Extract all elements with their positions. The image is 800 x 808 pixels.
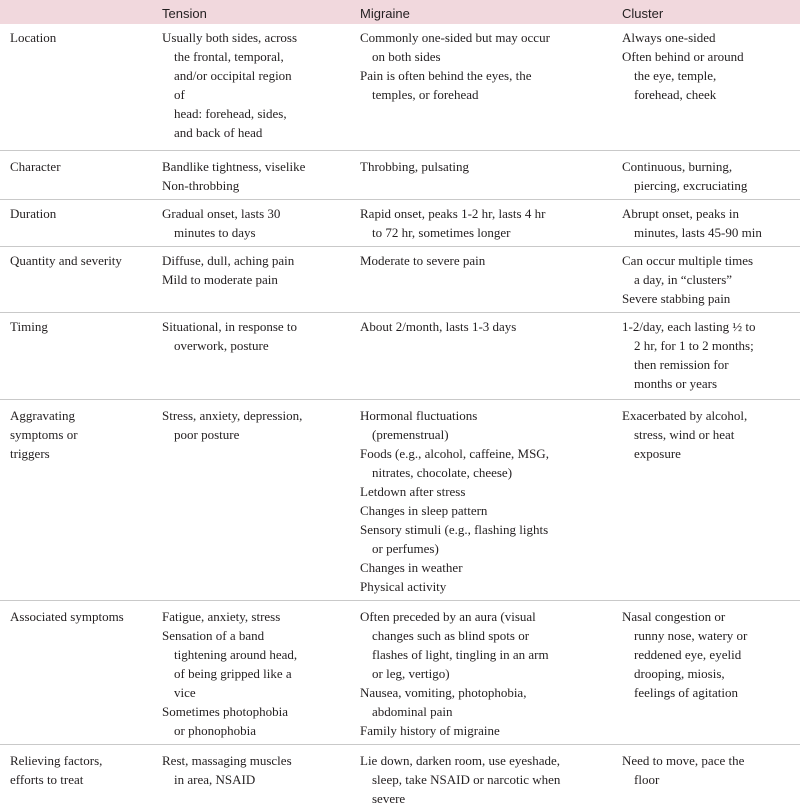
cluster-line: Continuous, burning, xyxy=(622,157,794,176)
tension-line: Gradual onset, lasts 30 xyxy=(162,204,354,223)
tension-line: Sometimes photophobia xyxy=(162,702,354,721)
table-row xyxy=(0,400,800,601)
migraine-line: Lie down, darken room, use eyeshade, xyxy=(360,751,616,770)
row-label-line: symptoms or xyxy=(10,425,156,444)
tension-cell xyxy=(162,151,360,200)
tension-cell xyxy=(162,247,360,313)
migraine-cell xyxy=(360,24,622,151)
cluster-line: forehead, cheek xyxy=(622,85,794,104)
cluster-line: feelings of agitation xyxy=(622,683,794,702)
tension-line: tightening around head, xyxy=(162,645,354,664)
cluster-line: stress, wind or heat xyxy=(622,425,794,444)
tension-line: overwork, posture xyxy=(162,336,354,355)
cluster-line: months or years xyxy=(622,374,794,393)
tension-line: Diffuse, dull, aching pain xyxy=(162,251,354,270)
migraine-line: severe xyxy=(360,789,616,808)
cluster-cell xyxy=(622,601,800,745)
cluster-line: a day, in “clusters” xyxy=(622,270,794,289)
row-label xyxy=(0,200,162,247)
migraine-line: nitrates, chocolate, cheese) xyxy=(360,463,616,482)
cluster-cell xyxy=(622,400,800,601)
tension-line: Fatigue, anxiety, stress xyxy=(162,607,354,626)
tension-cell xyxy=(162,745,360,808)
row-label-line: Duration xyxy=(10,204,156,223)
migraine-line: changes such as blind spots or xyxy=(360,626,616,645)
tension-line: Usually both sides, across xyxy=(162,28,354,47)
tension-line: in area, NSAID xyxy=(162,770,354,789)
migraine-cell xyxy=(360,313,622,400)
cluster-line: 2 hr, for 1 to 2 months; xyxy=(622,336,794,355)
migraine-line: to 72 hr, sometimes longer xyxy=(360,223,616,242)
migraine-line: (premenstrual) xyxy=(360,425,616,444)
cluster-line: Can occur multiple times xyxy=(622,251,794,270)
tension-line: and/or occipital region xyxy=(162,66,354,85)
tension-cell xyxy=(162,400,360,601)
migraine-line: Rapid onset, peaks 1-2 hr, lasts 4 hr xyxy=(360,204,616,223)
cluster-line: Nasal congestion or xyxy=(622,607,794,626)
cluster-cell xyxy=(622,24,800,151)
migraine-line: on both sides xyxy=(360,47,616,66)
migraine-line: temples, or forehead xyxy=(360,85,616,104)
cluster-cell xyxy=(622,200,800,247)
tension-line: Situational, in response to xyxy=(162,317,354,336)
row-label-line: Location xyxy=(10,28,156,47)
cluster-cell xyxy=(622,151,800,200)
cluster-line: then remission for xyxy=(622,355,794,374)
row-label xyxy=(0,247,162,313)
tension-cell xyxy=(162,200,360,247)
tension-line: head: forehead, sides, xyxy=(162,104,354,123)
table-row xyxy=(0,313,800,400)
tension-line: the frontal, temporal, xyxy=(162,47,354,66)
row-label xyxy=(0,313,162,400)
tension-line: Non-throbbing xyxy=(162,176,354,195)
migraine-line: Commonly one-sided but may occur xyxy=(360,28,616,47)
migraine-line: flashes of light, tingling in an arm xyxy=(360,645,616,664)
migraine-line: Hormonal fluctuations xyxy=(360,406,616,425)
migraine-cell xyxy=(360,601,622,745)
tension-line: and back of head xyxy=(162,123,354,142)
cluster-line: drooping, miosis, xyxy=(622,664,794,683)
row-label-line: triggers xyxy=(10,444,156,463)
cluster-line: Often behind or around xyxy=(622,47,794,66)
cluster-line: Need to move, pace the xyxy=(622,751,794,770)
cluster-line: reddened eye, eyelid xyxy=(622,645,794,664)
migraine-cell xyxy=(360,200,622,247)
row-label-line: Associated symptoms xyxy=(10,607,156,626)
migraine-line: or leg, vertigo) xyxy=(360,664,616,683)
cluster-cell xyxy=(622,247,800,313)
migraine-line: Nausea, vomiting, photophobia, xyxy=(360,683,616,702)
migraine-line: Changes in weather xyxy=(360,558,616,577)
migraine-line: About 2/month, lasts 1-3 days xyxy=(360,317,616,336)
cluster-cell xyxy=(622,745,800,808)
migraine-line: Sensory stimuli (e.g., flashing lights xyxy=(360,520,616,539)
migraine-line: or perfumes) xyxy=(360,539,616,558)
header-empty xyxy=(0,0,162,24)
migraine-cell xyxy=(360,745,622,808)
row-label xyxy=(0,400,162,601)
migraine-cell xyxy=(360,151,622,200)
tension-line: poor posture xyxy=(162,425,354,444)
tension-line: Bandlike tightness, viselike xyxy=(162,157,354,176)
row-label-line: efforts to treat xyxy=(10,770,156,789)
tension-line: minutes to days xyxy=(162,223,354,242)
row-label-line: Relieving factors, xyxy=(10,751,156,770)
migraine-line: Physical activity xyxy=(360,577,616,596)
table-row xyxy=(0,151,800,200)
row-label-line: Character xyxy=(10,157,156,176)
tension-line: or phonophobia xyxy=(162,721,354,740)
header-row xyxy=(0,0,800,24)
cluster-line: exposure xyxy=(622,444,794,463)
table-row xyxy=(0,601,800,745)
migraine-line: Often preceded by an aura (visual xyxy=(360,607,616,626)
table-row xyxy=(0,745,800,808)
migraine-cell xyxy=(360,247,622,313)
migraine-line: Pain is often behind the eyes, the xyxy=(360,66,616,85)
header-tension: Tension xyxy=(162,0,360,24)
migraine-cell xyxy=(360,400,622,601)
cluster-line: 1-2/day, each lasting ½ to xyxy=(622,317,794,336)
migraine-line: Moderate to severe pain xyxy=(360,251,616,270)
tension-line: Sensation of a band xyxy=(162,626,354,645)
cluster-line: Always one-sided xyxy=(622,28,794,47)
cluster-cell xyxy=(622,313,800,400)
migraine-line: Throbbing, pulsating xyxy=(360,157,616,176)
tension-line: vice xyxy=(162,683,354,702)
row-label-line: Timing xyxy=(10,317,156,336)
cluster-line: floor xyxy=(622,770,794,789)
row-label xyxy=(0,151,162,200)
tension-line: Rest, massaging muscles xyxy=(162,751,354,770)
table-row xyxy=(0,200,800,247)
header-migraine: Migraine xyxy=(360,0,622,24)
tension-line: of xyxy=(162,85,354,104)
tension-line: Stress, anxiety, depression, xyxy=(162,406,354,425)
row-label xyxy=(0,24,162,151)
row-label xyxy=(0,745,162,808)
cluster-line: Abrupt onset, peaks in xyxy=(622,204,794,223)
tension-cell xyxy=(162,24,360,151)
cluster-line: the eye, temple, xyxy=(622,66,794,85)
table-row xyxy=(0,247,800,313)
cluster-line: piercing, excruciating xyxy=(622,176,794,195)
row-label-line: Quantity and severity xyxy=(10,251,156,270)
migraine-line: Letdown after stress xyxy=(360,482,616,501)
tension-line: of being gripped like a xyxy=(162,664,354,683)
row-label-line: Aggravating xyxy=(10,406,156,425)
cluster-line: Severe stabbing pain xyxy=(622,289,794,308)
cluster-line: runny nose, watery or xyxy=(622,626,794,645)
migraine-line: Foods (e.g., alcohol, caffeine, MSG, xyxy=(360,444,616,463)
row-label xyxy=(0,601,162,745)
cluster-line: minutes, lasts 45-90 min xyxy=(622,223,794,242)
cluster-line: Exacerbated by alcohol, xyxy=(622,406,794,425)
tension-line: Mild to moderate pain xyxy=(162,270,354,289)
tension-cell xyxy=(162,601,360,745)
table-row xyxy=(0,24,800,151)
migraine-line: Family history of migraine xyxy=(360,721,616,740)
migraine-line: sleep, take NSAID or narcotic when xyxy=(360,770,616,789)
tension-cell xyxy=(162,313,360,400)
migraine-line: Changes in sleep pattern xyxy=(360,501,616,520)
header-cluster: Cluster xyxy=(622,0,800,24)
migraine-line: abdominal pain xyxy=(360,702,616,721)
